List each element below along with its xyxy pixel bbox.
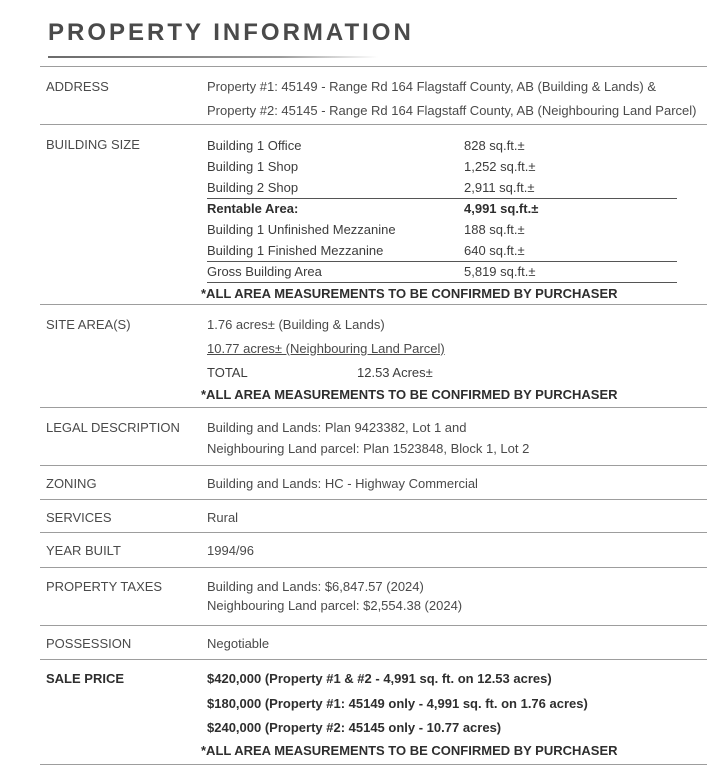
page-title: PROPERTY INFORMATION	[48, 19, 414, 46]
legal-description-row	[40, 408, 707, 466]
year-built-label: YEAR BUILT	[46, 543, 121, 558]
building-size-item-area: 640 sq.ft.±	[464, 243, 525, 258]
site-area-label: SITE AREA(S)	[46, 317, 131, 332]
site-area-total-value: 12.53 Acres±	[357, 365, 433, 380]
property-taxes-row	[40, 568, 707, 626]
building-size-row	[40, 125, 707, 305]
building-size-item-name: Building 1 Unfinished Mezzanine	[207, 222, 396, 237]
property-taxes-line-1: Building and Lands: $6,847.57 (2024)	[207, 579, 424, 594]
note-divider	[207, 282, 677, 283]
services-label: SERVICES	[46, 510, 112, 525]
building-size-item-area: 2,911 sq.ft.±	[464, 180, 535, 195]
legal-description-line-2: Neighbouring Land parcel: Plan 1523848, Block 1, Lot 2	[207, 441, 530, 456]
services-value: Rural	[207, 510, 239, 525]
property-taxes-line-2: Neighbouring Land parcel: $2,554.38 (2024)	[207, 598, 463, 613]
building-size-item	[207, 135, 677, 156]
property-taxes-label: PROPERTY TAXES	[46, 579, 163, 594]
address-line-1: Property #1: 45149 - Range Rd 164 Flagstaff County, AB (Building & Lands) &	[207, 79, 657, 94]
zoning-row	[40, 466, 707, 500]
building-size-item	[207, 156, 677, 177]
services-row	[40, 500, 707, 533]
building-size-item-area: 1,252 sq.ft.±	[464, 159, 536, 174]
building-size-item	[207, 240, 677, 261]
building-size-item-area: 828 sq.ft.±	[464, 138, 525, 153]
building-size-note: *ALL AREA MEASUREMENTS TO BE CONFIRMED BY PURCHASER	[201, 286, 618, 301]
rentable-area-row	[207, 198, 677, 219]
building-size-item-name: Building 1 Finished Mezzanine	[207, 243, 384, 258]
building-size-item	[207, 219, 677, 240]
sale-price-line-1: $420,000 (Property #1 & #2 - 4,991 sq. ft. on 12.53 acres)	[207, 671, 552, 686]
possession-row	[40, 626, 707, 660]
sale-price-label: SALE PRICE	[46, 671, 125, 686]
gross-building-area-value: 5,819 sq.ft.±	[464, 264, 536, 279]
address-line-2: Property #2: 45145 - Range Rd 164 Flagstaff County, AB (Neighbouring Land Parcel)	[207, 103, 697, 118]
site-area-note: *ALL AREA MEASUREMENTS TO BE CONFIRMED BY PURCHASER	[201, 387, 618, 402]
site-area-line-2: 10.77 acres± (Neighbouring Land Parcel)	[207, 341, 445, 356]
building-size-item-name: Building 2 Shop	[207, 180, 299, 195]
sale-price-note: *ALL AREA MEASUREMENTS TO BE CONFIRMED BY PURCHASER	[201, 743, 618, 758]
building-size-label: BUILDING SIZE	[46, 137, 140, 152]
legal-description-label: LEGAL DESCRIPTION	[46, 420, 180, 435]
gross-building-area-label: Gross Building Area	[207, 264, 322, 279]
legal-description-line-1: Building and Lands: Plan 9423382, Lot 1 and	[207, 420, 467, 435]
rentable-area-value: 4,991 sq.ft.±	[464, 201, 539, 216]
site-area-total-label: TOTAL	[207, 365, 248, 380]
building-size-item-name: Building 1 Office	[207, 138, 302, 153]
rentable-area-label: Rentable Area:	[207, 201, 299, 216]
building-size-item-name: Building 1 Shop	[207, 159, 299, 174]
possession-value: Negotiable	[207, 636, 270, 651]
property-info-table	[40, 66, 707, 765]
possession-label: POSSESSION	[46, 636, 132, 651]
sale-price-row	[40, 660, 707, 765]
sale-price-line-2: $180,000 (Property #1: 45149 only - 4,991 sq. ft. on 1.76 acres)	[207, 696, 588, 711]
address-row	[40, 67, 707, 125]
address-label: ADDRESS	[46, 79, 109, 94]
year-built-row	[40, 533, 707, 568]
zoning-label: ZONING	[46, 476, 97, 491]
year-built-value: 1994/96	[207, 543, 254, 558]
sale-price-line-3: $240,000 (Property #2: 45145 only - 10.77 acres)	[207, 720, 502, 735]
site-area-row	[40, 305, 707, 408]
zoning-value: Building and Lands: HC - Highway Commercial	[207, 476, 478, 491]
site-area-line-1: 1.76 acres± (Building & Lands)	[207, 317, 385, 332]
building-size-item-area: 188 sq.ft.±	[464, 222, 525, 237]
gross-building-area-row	[207, 261, 677, 282]
title-underline	[48, 56, 378, 58]
building-size-item	[207, 177, 677, 198]
